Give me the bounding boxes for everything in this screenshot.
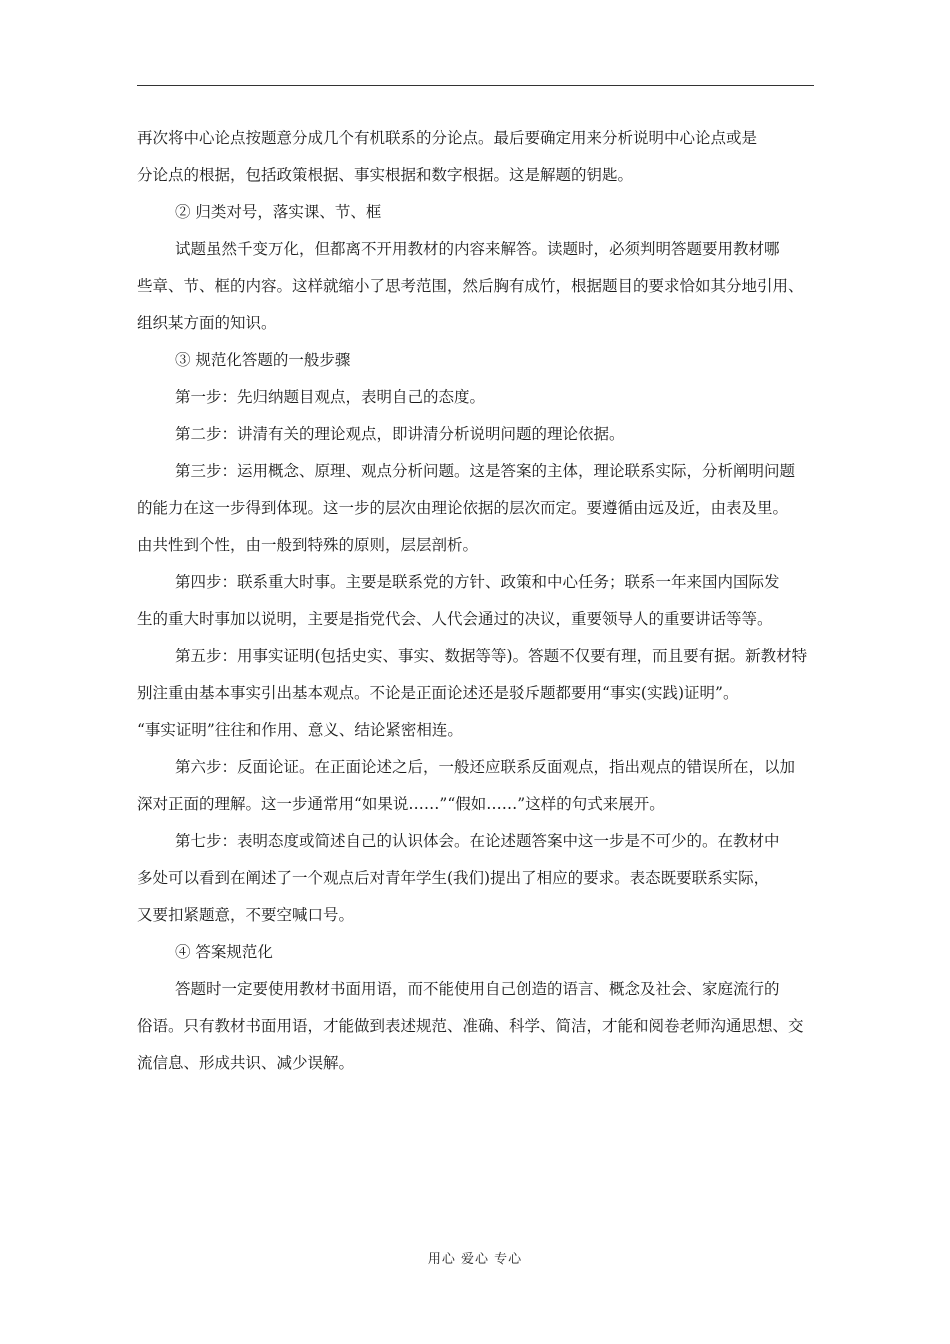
text-line: ② 归类对号，落实课、节、框 — [175, 203, 382, 221]
text-line: 试题虽然千变万化，但都离不开用教材的内容来解答。读题时，必须判明答题要用教材哪 — [175, 240, 780, 258]
text-line: 组织某方面的知识。 — [137, 314, 277, 332]
text-line: 再次将中心论点按题意分成几个有机联系的分论点。最后要确定用来分析说明中心论点或是 — [137, 129, 758, 147]
text-line: ③ 规范化答题的一般步骤 — [175, 351, 351, 369]
text-line: 第二步：讲清有关的理论观点，即讲清分析说明问题的理论依据。 — [175, 425, 625, 443]
text-line: 第一步：先归纳题目观点，表明自己的态度。 — [175, 388, 486, 406]
text-line: 分论点的根据，包括政策根据、事实根据和数字根据。这是解题的钥匙。 — [137, 166, 634, 184]
text-line: 俗语。只有教材书面用语，才能做到表述规范、准确、科学、简洁，才能和阅卷老师沟通思想、交 — [137, 1017, 804, 1035]
text-line: 第三步：运用概念、原理、观点分析问题。这是答案的主体，理论联系实际，分析阐明问题 — [175, 462, 796, 480]
text-line: 第六步：反面论证。在正面论述之后，一般还应联系反面观点，指出观点的错误所在，以加 — [175, 758, 796, 776]
document-body — [137, 120, 827, 1082]
text-line: 别注重由基本事实引出基本观点。不论是正面论述还是驳斥题都要用“事实(实践)证明”。 — [137, 684, 739, 702]
text-line: 多处可以看到在阐述了一个观点后对青年学生(我们)提出了相应的要求。表态既要联系实际， — [137, 869, 770, 887]
text-line: 深对正面的理解。这一步通常用“如果说……”“假如……”这样的句式来展开。 — [137, 795, 665, 813]
text-line: 生的重大时事加以说明，主要是指党代会、人代会通过的决议，重要领导人的重要讲话等等。 — [137, 610, 773, 628]
header-rule — [137, 85, 814, 86]
text-line: 第四步：联系重大时事。主要是联系党的方针、政策和中心任务；联系一年来国内国际发 — [175, 573, 780, 591]
text-line: ④ 答案规范化 — [175, 943, 273, 961]
text-line: 第七步：表明态度或简述自己的认识体会。在论述题答案中这一步是不可少的。在教材中 — [175, 832, 780, 850]
text-line: “事实证明”往往和作用、意义、结论紧密相连。 — [137, 721, 463, 739]
text-line: 的能力在这一步得到体现。这一步的层次由理论依据的层次而定。要遵循由远及近，由表及里。 — [137, 499, 789, 517]
text-line: 由共性到个性，由一般到特殊的原则，层层剖析。 — [137, 536, 479, 554]
text-line: 流信息、形成共识、减少误解。 — [137, 1054, 355, 1072]
page-footer: 用心 爱心 专心 — [427, 1252, 523, 1267]
text-line: 又要扣紧题意，不要空喊口号。 — [137, 906, 355, 924]
text-line: 答题时一定要使用教材书面用语，而不能使用自己创造的语言、概念及社会、家庭流行的 — [175, 980, 780, 998]
text-line: 些章、节、框的内容。这样就缩小了思考范围，然后胸有成竹，根据题目的要求恰如其分地引用、 — [137, 277, 804, 295]
text-line: 第五步：用事实证明(包括史实、事实、数据等等)。答题不仅要有理，而且要有据。新教材特 — [175, 647, 808, 665]
